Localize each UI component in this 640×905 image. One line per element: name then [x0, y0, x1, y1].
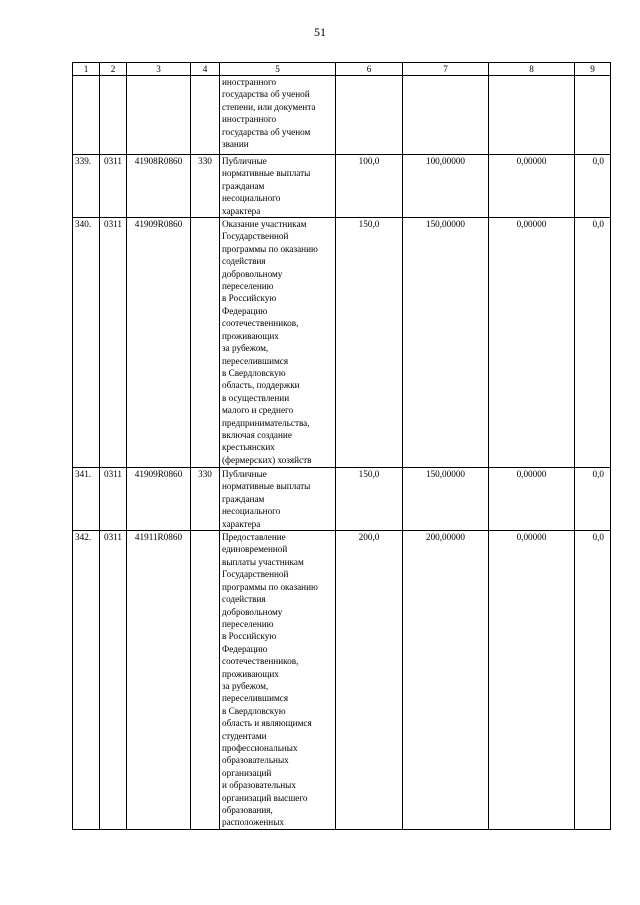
row-number: 342.: [73, 531, 100, 830]
table-row: [73, 76, 611, 155]
value-col6: [336, 76, 403, 155]
column-header: 8: [489, 63, 575, 76]
table-row: [73, 155, 611, 218]
row-number: 341.: [73, 468, 100, 531]
expense-type-code: 330: [191, 155, 220, 218]
item-name: Предоставление единовременной выплаты участникам Государственной программы по оказанию содействия добровольному переселению в Российскую Федерацию соотечественников, проживающих за рубежом, переселившимся в Свердловскую область и являющимся студентами профессиональных образовательных организаций и образовательных организаций высшего образования, расположенных: [220, 531, 336, 830]
item-name: Публичные нормативные выплаты гражданам несоциального характера: [220, 468, 336, 531]
section-code: 0311: [100, 468, 127, 531]
row-number: 340.: [73, 218, 100, 468]
row-number: 339.: [73, 155, 100, 218]
expense-type-code: [191, 531, 220, 830]
value-col6: 200,0: [336, 531, 403, 830]
column-header: 3: [127, 63, 191, 76]
expense-type-code: 330: [191, 468, 220, 531]
value-col7: 150,00000: [403, 468, 489, 531]
target-article-code: 41908R0860: [127, 155, 191, 218]
column-header: 5: [220, 63, 336, 76]
value-col9: 0,0: [575, 531, 611, 830]
item-name: иностранного государства об ученой степени, или документа иностранного государства об ученом звании: [220, 76, 336, 155]
section-code: [100, 76, 127, 155]
value-col8: 0,00000: [489, 155, 575, 218]
target-article-code: 41911R0860: [127, 531, 191, 830]
value-col9: 0,0: [575, 468, 611, 531]
target-article-code: [127, 76, 191, 155]
table-row: [73, 531, 611, 830]
value-col8: 0,00000: [489, 468, 575, 531]
item-name: Публичные нормативные выплаты гражданам несоциального характера: [220, 155, 336, 218]
value-col6: 100,0: [336, 155, 403, 218]
value-col6: 150,0: [336, 218, 403, 468]
table-row: [73, 468, 611, 531]
value-col9: 0,0: [575, 218, 611, 468]
row-number: [73, 76, 100, 155]
page-number: 51: [314, 25, 326, 39]
target-article-code: 41909R0860: [127, 218, 191, 468]
column-header: 9: [575, 63, 611, 76]
expense-type-code: [191, 76, 220, 155]
value-col7: 100,00000: [403, 155, 489, 218]
value-col9: [575, 76, 611, 155]
value-col6: 150,0: [336, 468, 403, 531]
value-col9: 0,0: [575, 155, 611, 218]
value-col8: [489, 76, 575, 155]
value-col7: 200,00000: [403, 531, 489, 830]
table-header-row: [73, 63, 611, 76]
target-article-code: 41909R0860: [127, 468, 191, 531]
value-col8: 0,00000: [489, 218, 575, 468]
column-header: 7: [403, 63, 489, 76]
column-header: 6: [336, 63, 403, 76]
section-code: 0311: [100, 155, 127, 218]
value-col7: [403, 76, 489, 155]
value-col7: 150,00000: [403, 218, 489, 468]
column-header: 1: [73, 63, 100, 76]
section-code: 0311: [100, 531, 127, 830]
section-code: 0311: [100, 218, 127, 468]
column-header: 2: [100, 63, 127, 76]
expense-type-code: [191, 218, 220, 468]
budget-table: [72, 62, 611, 830]
table-row: [73, 218, 611, 468]
column-header: 4: [191, 63, 220, 76]
item-name: Оказание участникам Государственной программы по оказанию содействия добровольному переселению в Российскую Федерацию соотечественников, проживающих за рубежом, переселившимся в Свердловскую область, поддержки в осуществлении малого и среднего предпринимательства, включая создание крестьянских (фермерских) хозяйств: [220, 218, 336, 468]
value-col8: 0,00000: [489, 531, 575, 830]
